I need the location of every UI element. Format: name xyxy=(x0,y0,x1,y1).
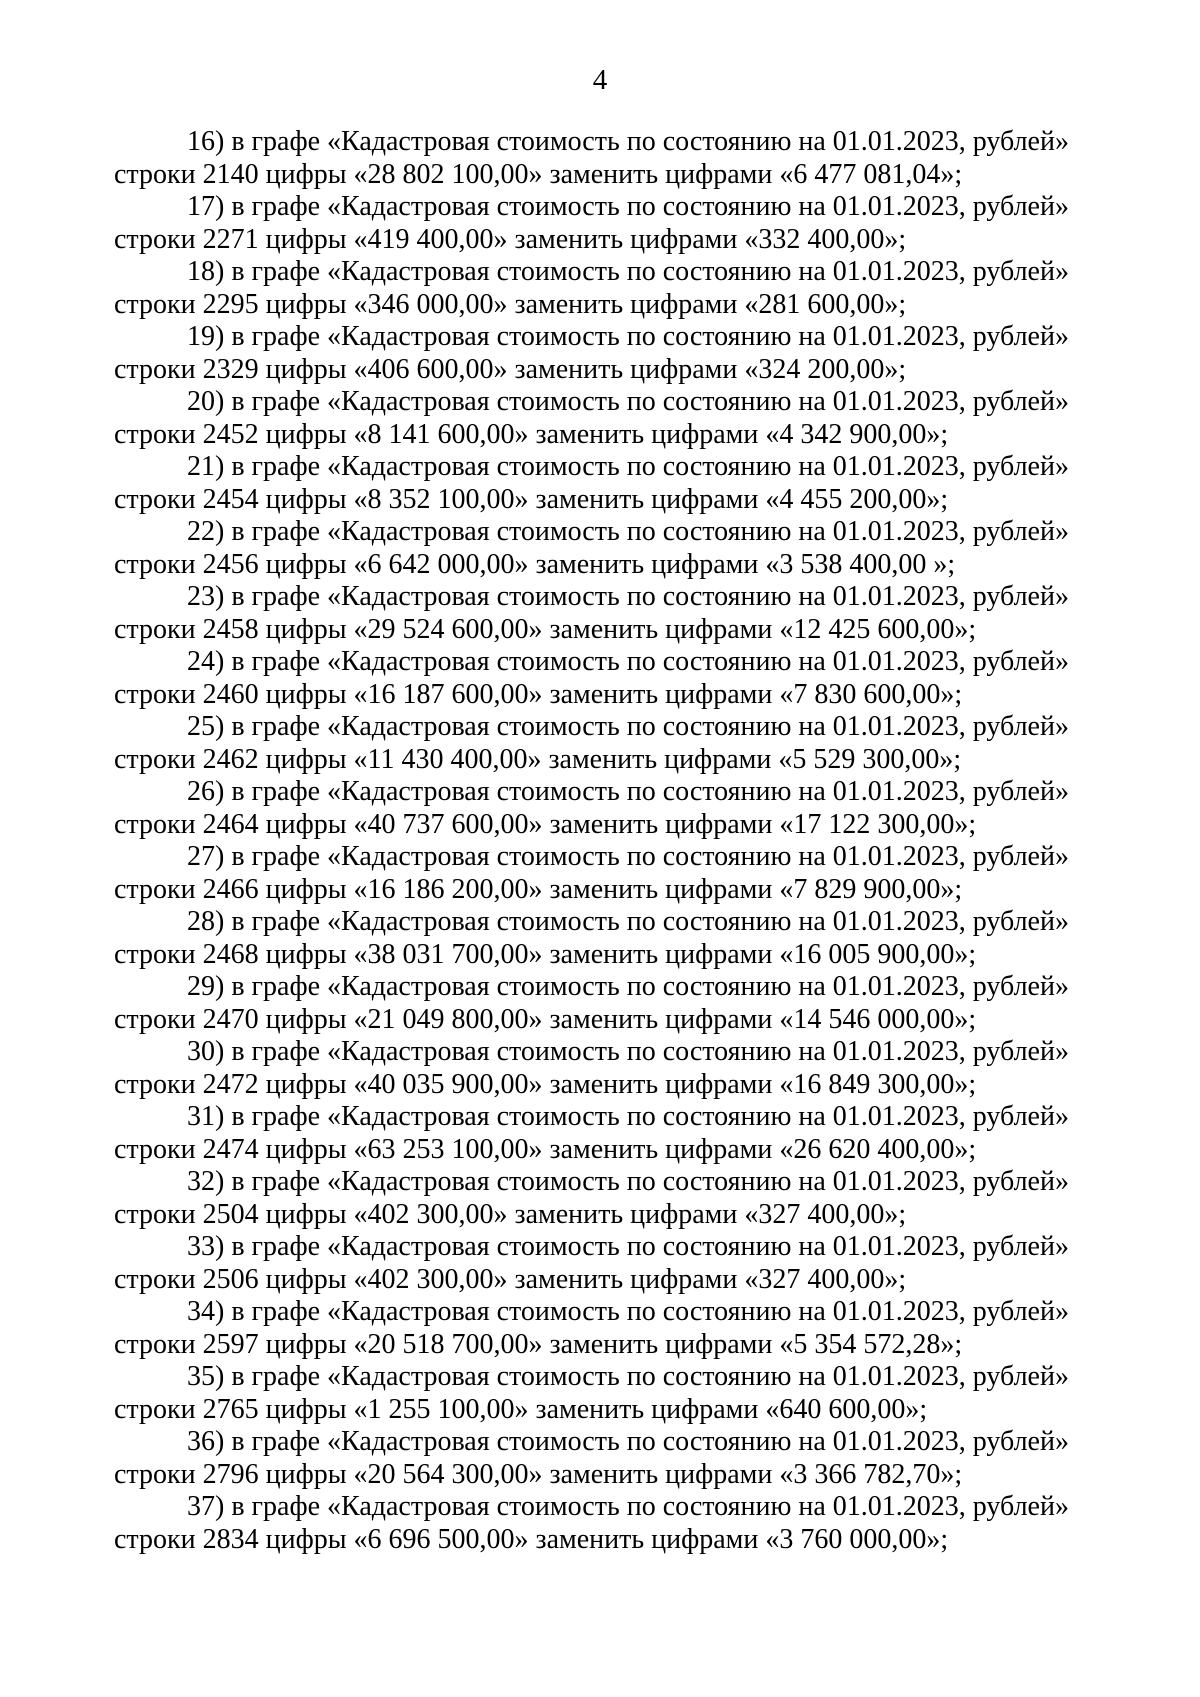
amendment-item-35 xyxy=(114,1361,1094,1426)
amendment-change: строки 2796 цифры «20 564 300,00» заменить цифрами «3 366 782,70»; xyxy=(114,1458,963,1490)
amendment-change: строки 2472 цифры «40 035 900,00» заменить цифрами «16 849 300,00»; xyxy=(114,1068,977,1100)
amendment-change: строки 2452 цифры «8 141 600,00» заменить цифрами «4 342 900,00»; xyxy=(114,418,949,450)
amendment-item-31 xyxy=(114,1101,1094,1166)
amendment-change: строки 2462 цифры «11 430 400,00» заменить цифрами «5 529 300,00»; xyxy=(114,743,962,775)
amendment-clause: 28) в графе «Кадастровая стоимость по состоянию на 01.01.2023, рублей» xyxy=(187,906,1069,937)
amendment-clause: 35) в графе «Кадастровая стоимость по состоянию на 01.01.2023, рублей» xyxy=(187,1361,1069,1392)
amendment-change: строки 2470 цифры «21 049 800,00» заменить цифрами «14 546 000,00»; xyxy=(114,1003,977,1035)
amendment-item-22 xyxy=(114,516,1094,581)
amendment-item-30 xyxy=(114,1036,1094,1101)
amendment-clause: 30) в графе «Кадастровая стоимость по состоянию на 01.01.2023, рублей» xyxy=(187,1036,1069,1067)
amendment-clause: 26) в графе «Кадастровая стоимость по состоянию на 01.01.2023, рублей» xyxy=(187,776,1069,807)
amendment-change: строки 2474 цифры «63 253 100,00» заменить цифрами «26 620 400,00»; xyxy=(114,1133,977,1165)
amendment-item-28 xyxy=(114,906,1094,971)
amendment-change: строки 2466 цифры «16 186 200,00» заменить цифрами «7 829 900,00»; xyxy=(114,873,963,905)
amendment-clause: 32) в графе «Кадастровая стоимость по состоянию на 01.01.2023, рублей» xyxy=(187,1166,1069,1197)
amendment-item-27 xyxy=(114,841,1094,906)
amendment-list xyxy=(114,126,1094,1556)
amendment-clause: 18) в графе «Кадастровая стоимость по состоянию на 01.01.2023, рублей» xyxy=(187,256,1069,287)
amendment-item-20 xyxy=(114,386,1094,451)
amendment-clause: 27) в графе «Кадастровая стоимость по состоянию на 01.01.2023, рублей» xyxy=(187,841,1069,872)
amendment-item-37 xyxy=(114,1491,1094,1556)
amendment-clause: 31) в графе «Кадастровая стоимость по состоянию на 01.01.2023, рублей» xyxy=(187,1101,1069,1132)
amendment-clause: 20) в графе «Кадастровая стоимость по состоянию на 01.01.2023, рублей» xyxy=(187,386,1069,417)
amendment-change: строки 2271 цифры «419 400,00» заменить цифрами «332 400,00»; xyxy=(114,223,907,255)
amendment-change: строки 2460 цифры «16 187 600,00» заменить цифрами «7 830 600,00»; xyxy=(114,678,963,710)
amendment-change: строки 2504 цифры «402 300,00» заменить цифрами «327 400,00»; xyxy=(114,1198,907,1230)
amendment-change: строки 2458 цифры «29 524 600,00» заменить цифрами «12 425 600,00»; xyxy=(114,613,977,645)
amendment-clause: 36) в графе «Кадастровая стоимость по состоянию на 01.01.2023, рублей» xyxy=(187,1426,1069,1457)
amendment-clause: 24) в графе «Кадастровая стоимость по состоянию на 01.01.2023, рублей» xyxy=(187,646,1069,677)
amendment-change: строки 2506 цифры «402 300,00» заменить цифрами «327 400,00»; xyxy=(114,1263,907,1295)
amendment-clause: 34) в графе «Кадастровая стоимость по состоянию на 01.01.2023, рублей» xyxy=(187,1296,1069,1327)
amendment-change: строки 2468 цифры «38 031 700,00» заменить цифрами «16 005 900,00»; xyxy=(114,938,977,970)
amendment-item-34 xyxy=(114,1296,1094,1361)
amendment-clause: 16) в графе «Кадастровая стоимость по состоянию на 01.01.2023, рублей» xyxy=(187,126,1069,157)
amendment-item-26 xyxy=(114,776,1094,841)
amendment-clause: 23) в графе «Кадастровая стоимость по состоянию на 01.01.2023, рублей» xyxy=(187,581,1069,612)
amendment-item-25 xyxy=(114,711,1094,776)
amendment-item-29 xyxy=(114,971,1094,1036)
amendment-change: строки 2464 цифры «40 737 600,00» заменить цифрами «17 122 300,00»; xyxy=(114,808,977,840)
amendment-clause: 19) в графе «Кадастровая стоимость по состоянию на 01.01.2023, рублей» xyxy=(187,321,1069,352)
amendment-clause: 21) в графе «Кадастровая стоимость по состоянию на 01.01.2023, рублей» xyxy=(187,451,1069,482)
amendment-item-33 xyxy=(114,1231,1094,1296)
amendment-item-36 xyxy=(114,1426,1094,1491)
amendment-clause: 29) в графе «Кадастровая стоимость по состоянию на 01.01.2023, рублей» xyxy=(187,971,1069,1002)
amendment-change: строки 2597 цифры «20 518 700,00» заменить цифрами «5 354 572,28»; xyxy=(114,1328,963,1360)
amendment-item-21 xyxy=(114,451,1094,516)
amendment-change: строки 2456 цифры «6 642 000,00» заменить цифрами «3 538 400,00 »; xyxy=(114,548,956,580)
amendment-item-18 xyxy=(114,256,1094,321)
amendment-item-19 xyxy=(114,321,1094,386)
amendment-change: строки 2295 цифры «346 000,00» заменить цифрами «281 600,00»; xyxy=(114,288,907,320)
amendment-clause: 25) в графе «Кадастровая стоимость по состоянию на 01.01.2023, рублей» xyxy=(187,711,1069,742)
page-number: 4 xyxy=(592,64,608,96)
amendment-clause: 37) в графе «Кадастровая стоимость по состоянию на 01.01.2023, рублей» xyxy=(187,1491,1069,1522)
amendment-item-16 xyxy=(114,126,1094,191)
amendment-clause: 22) в графе «Кадастровая стоимость по состоянию на 01.01.2023, рублей» xyxy=(187,516,1069,547)
amendment-item-23 xyxy=(114,581,1094,646)
amendment-item-17 xyxy=(114,191,1094,256)
amendment-change: строки 2329 цифры «406 600,00» заменить цифрами «324 200,00»; xyxy=(114,353,907,385)
amendment-change: строки 2834 цифры «6 696 500,00» заменить цифрами «3 760 000,00»; xyxy=(114,1523,949,1555)
amendment-change: строки 2765 цифры «1 255 100,00» заменить цифрами «640 600,00»; xyxy=(114,1393,928,1425)
amendment-clause: 33) в графе «Кадастровая стоимость по состоянию на 01.01.2023, рублей» xyxy=(187,1231,1069,1262)
amendment-change: строки 2140 цифры «28 802 100,00» заменить цифрами «6 477 081,04»; xyxy=(114,158,963,190)
amendment-clause: 17) в графе «Кадастровая стоимость по состоянию на 01.01.2023, рублей» xyxy=(187,191,1069,222)
amendment-item-32 xyxy=(114,1166,1094,1231)
amendment-item-24 xyxy=(114,646,1094,711)
amendment-change: строки 2454 цифры «8 352 100,00» заменить цифрами «4 455 200,00»; xyxy=(114,483,949,515)
